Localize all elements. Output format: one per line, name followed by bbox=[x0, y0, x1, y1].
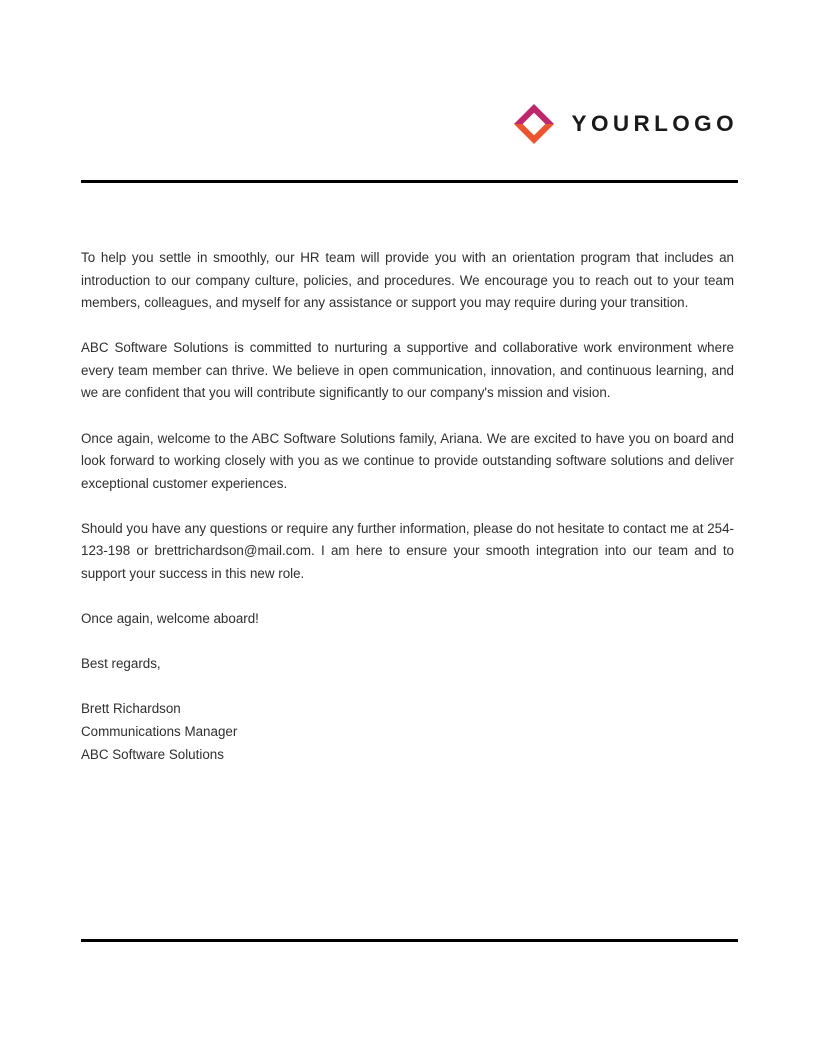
letterhead-header bbox=[81, 96, 738, 152]
signature-title: Communications Manager bbox=[81, 723, 238, 739]
letter-body bbox=[81, 247, 734, 766]
logo-lockup bbox=[513, 103, 738, 145]
paragraph-2: ABC Software Solutions is committed to nurturing a supportive and collaborative work environment where every team member can thrive. We believe in open communication, innovation, and continuous learning, and we are confident that you will contribute significantly to our company's mission and vision. bbox=[81, 340, 734, 401]
footer-divider bbox=[81, 939, 738, 942]
paragraph-3: Once again, welcome to the ABC Software Solutions family, Ariana. We are excited to have you on board and look forward to working closely with you as we continue to provide outstanding software solutions and deliver exceptional customer experiences. bbox=[81, 430, 734, 491]
logo-wordmark: YOURLOGO bbox=[571, 110, 738, 136]
header-divider bbox=[81, 180, 738, 183]
diamond-chevron-logo-icon bbox=[513, 103, 555, 145]
signature-company: ABC Software Solutions bbox=[81, 746, 224, 762]
closing-line: Once again, welcome aboard! bbox=[81, 611, 259, 627]
paragraph-4: Should you have any questions or require any further information, please do not hesitate to contact me at 254-123-198 or brettrichardson@mail.com. I am here to ensure your smooth integration into our team and to support your success in this new role. bbox=[81, 520, 734, 582]
signature-block bbox=[81, 698, 734, 766]
paragraph-1: To help you settle in smoothly, our HR team will provide you with an orientation program that includes an introduction to our company culture, policies, and procedures. We encourage you to reach out to your team members, colleagues, and myself for any assistance or support you may require during your transition. bbox=[81, 250, 734, 311]
signature-name: Brett Richardson bbox=[81, 701, 181, 717]
sign-off: Best regards, bbox=[81, 656, 161, 672]
